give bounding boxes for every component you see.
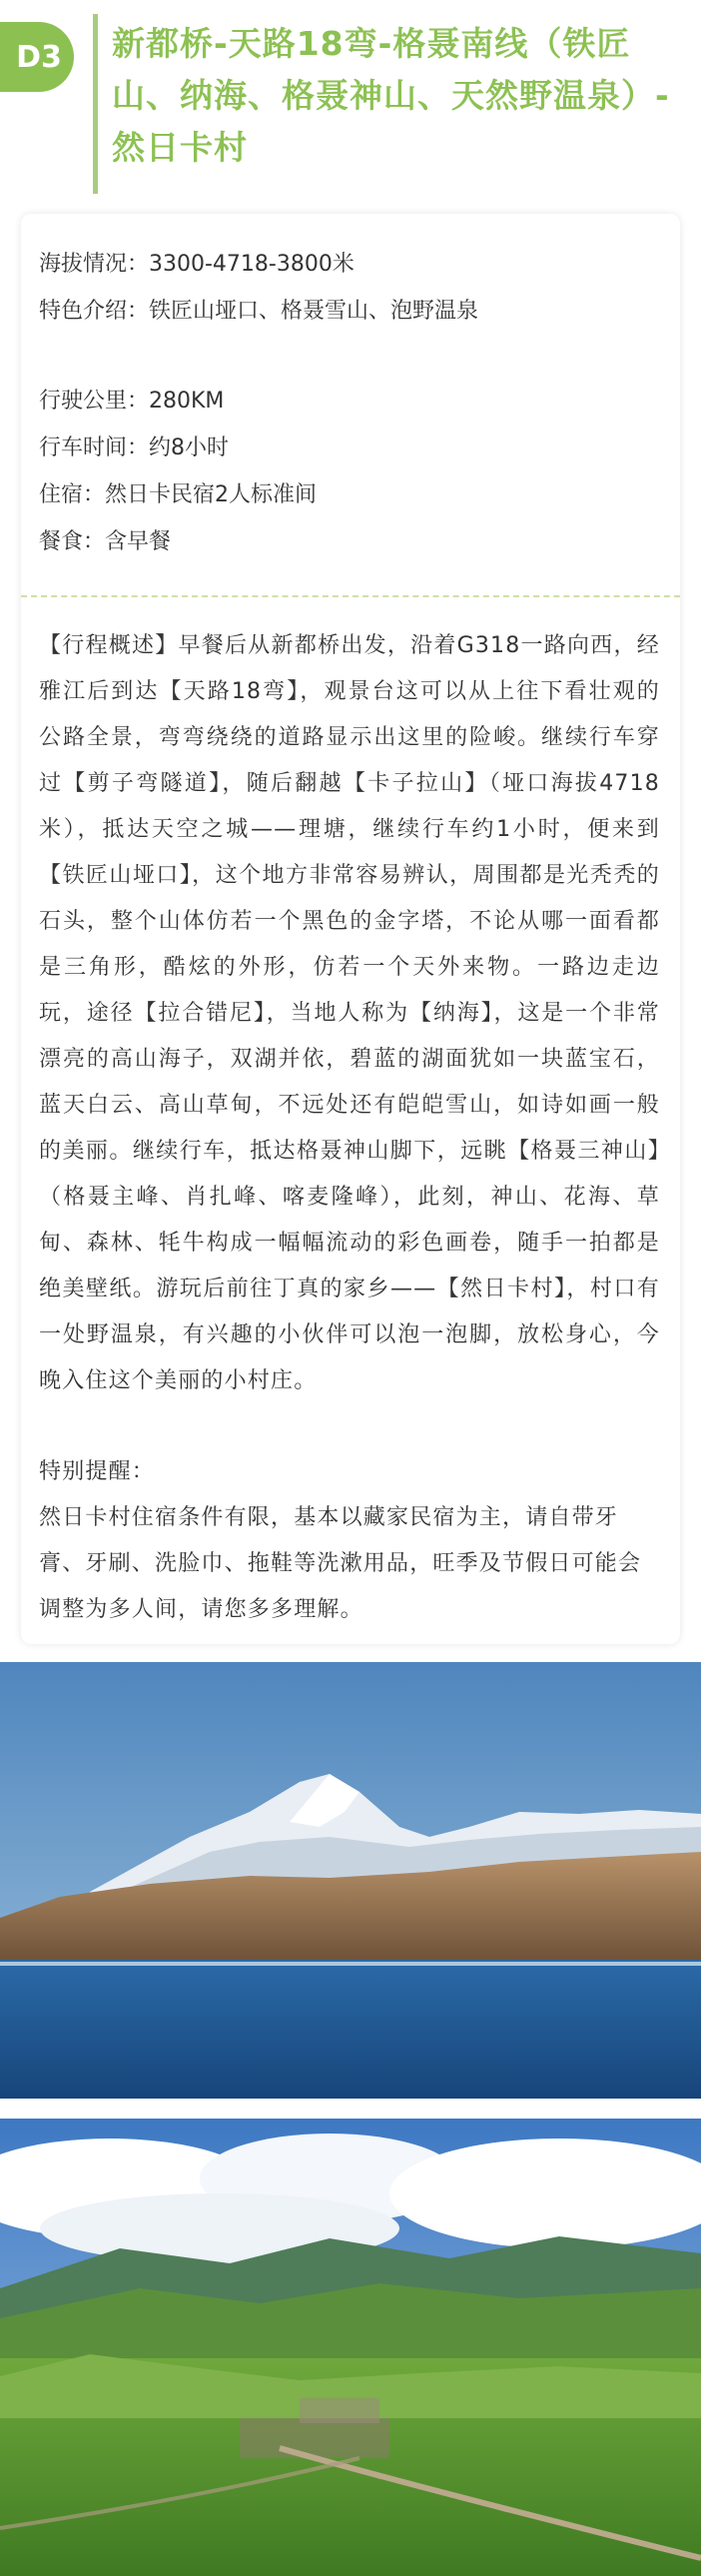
- special-reminder: [39, 1449, 660, 1633]
- lake-mountain-image: [0, 1662, 701, 2099]
- reminder-heading: 特别提醒：: [39, 1459, 156, 1484]
- title-accent-bar: [93, 14, 98, 194]
- itinerary-card: [21, 214, 680, 1644]
- drive-time-info: 行车时间：约8小时: [39, 435, 229, 460]
- lodging-info: 住宿：然日卡民宿2人标准间: [39, 482, 317, 507]
- info-spacer: [39, 335, 660, 378]
- altitude-info: 海拔情况：3300-4718-3800米: [39, 252, 354, 277]
- dashed-divider: [21, 595, 680, 597]
- reminder-text: 然日卡村住宿条件有限，基本以藏家民宿为主，请自带牙膏、牙刷、洗脸巾、拖鞋等洗漱用品，旺季及节假日可能会调整为多人间，请您多多理解。: [39, 1505, 642, 1622]
- features-info: 特色介绍：铁匠山垭口、格聂雪山、泡野温泉: [39, 299, 479, 324]
- meals-info: 餐食：含早餐: [39, 529, 172, 554]
- distance-info: 行驶公里：280KM: [39, 389, 225, 414]
- day-badge: D3: [0, 22, 74, 92]
- day-title: 新都桥-天路18弯-格聂南线（铁匠山、纳海、格聂神山、天然野温泉）-然日卡村: [112, 24, 670, 167]
- grassland-village-photo: [0, 2119, 701, 2576]
- day-header: [0, 0, 701, 200]
- grassland-village-image: [0, 2119, 701, 2576]
- itinerary-overview: 【行程概述】早餐后从新都桥出发，沿着G318一路向西，经雅江后到达【天路18弯】，观景台这可以从上往下看壮观的公路全景，弯弯绕绕的道路显示出这里的险峻。继续行车穿过【剪子弯隧道】，随后翻越【卡子拉山】（垭口海拔4718米），抵达天空之城——理塘，继续行车约1小时，便来到【铁匠山垭口】，这个地方非常容易辨认，周围都是光秃秃的石头，整个山体仿若一个黑色的金字塔，不论从哪一面看都是三角形，酷炫的外形，仿若一个天外来物。一路边走边玩，途径【拉合错尼】，当地人称为【纳海】，这是一个非常漂亮的高山海子，双湖并依，碧蓝的湖面犹如一块蓝宝石，蓝天白云、高山草甸，不远处还有皑皑雪山，如诗如画一般的美丽。继续行车，抵达格聂神山脚下，远眺【格聂三神山】（格聂主峰、肖扎峰、喀麦隆峰），此刻，神山、花海、草甸、森林、牦牛构成一幅幅流动的彩色画卷，随手一拍都是绝美壁纸。游玩后前往丁真的家乡——【然日卡村】，村口有一处野温泉，有兴趣的小伙伴可以泡一泡脚，放松身心，今晚入住这个美丽的小村庄。: [39, 633, 660, 1393]
- lake-mountain-photo: [0, 1662, 701, 2099]
